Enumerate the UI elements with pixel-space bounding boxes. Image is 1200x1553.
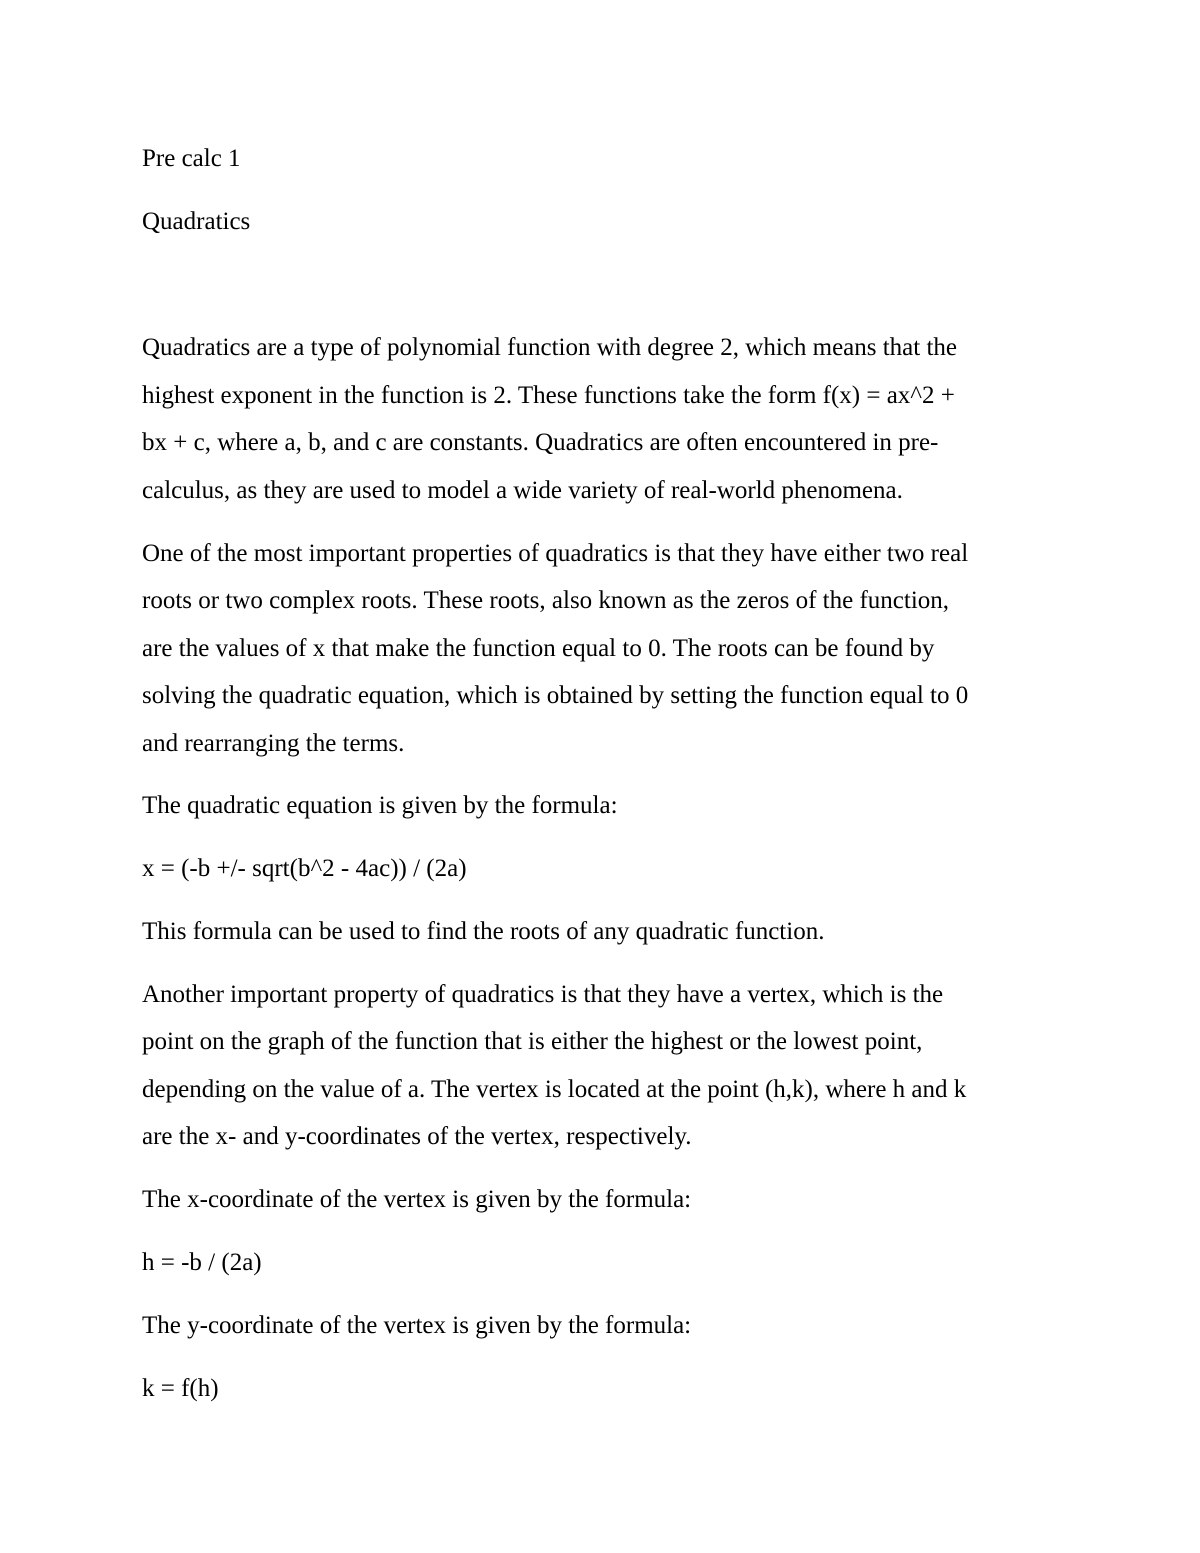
topic-title: Quadratics [142, 208, 251, 235]
paragraph-2-line-5: and rearranging the terms. [142, 730, 405, 757]
paragraph-1-line-1: Quadratics are a type of polynomial function with degree 2, which means that the [142, 334, 958, 361]
paragraph-2-line-1: One of the most important properties of quadratics is that they have either two real [142, 540, 969, 567]
vertex-x-intro: The x-coordinate of the vertex is given by the formula: [142, 1186, 692, 1213]
paragraph-2-line-3: are the values of x that make the function equal to 0. The roots can be found by [142, 635, 935, 662]
paragraph-vertex-line-3: depending on the value of a. The vertex is located at the point (h,k), where h and k [142, 1076, 967, 1103]
paragraph-2-line-4: solving the quadratic equation, which is obtained by setting the function equal to 0 [142, 682, 969, 709]
vertex-y-intro: The y-coordinate of the vertex is given by the formula: [142, 1312, 692, 1339]
course-title: Pre calc 1 [142, 145, 241, 172]
paragraph-1-line-3: bx + c, where a, b, and c are constants. Quadratics are often encountered in pre- [142, 429, 939, 456]
paragraph-2-line-2: roots or two complex roots. These roots, also known as the zeros of the function, [142, 587, 950, 614]
paragraph-vertex-line-1: Another important property of quadratics is that they have a vertex, which is the [142, 981, 944, 1008]
quadratic-formula: x = (-b +/- sqrt(b^2 - 4ac)) / (2a) [142, 855, 467, 882]
paragraph-vertex-line-4: are the x- and y-coordinates of the vertex, respectively. [142, 1123, 692, 1150]
paragraph-1-line-4: calculus, as they are used to model a wide variety of real-world phenomena. [142, 477, 903, 504]
quadratic-formula-note: This formula can be used to find the roots of any quadratic function. [142, 918, 825, 945]
paragraph-1-line-2: highest exponent in the function is 2. These functions take the form f(x) = ax^2 + [142, 382, 955, 409]
vertex-x-formula: h = -b / (2a) [142, 1249, 262, 1276]
vertex-y-formula: k = f(h) [142, 1375, 219, 1402]
paragraph-vertex-line-2: point on the graph of the function that is either the highest or the lowest point, [142, 1028, 923, 1055]
quadratic-formula-intro: The quadratic equation is given by the formula: [142, 792, 618, 819]
